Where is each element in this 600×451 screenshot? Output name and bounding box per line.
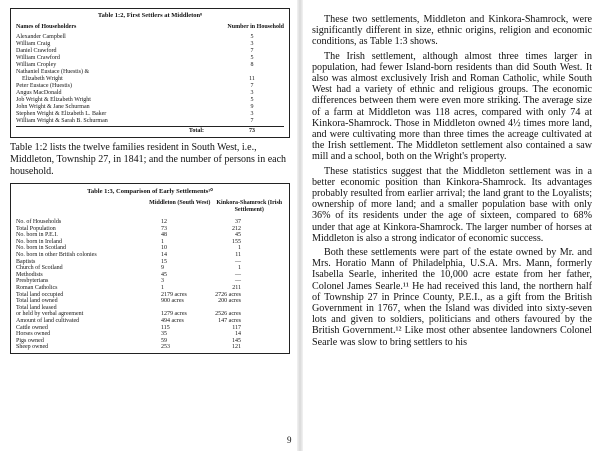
- table-row: [16, 48, 284, 55]
- household-number: 9: [250, 104, 254, 110]
- table-row: [16, 34, 284, 41]
- page-number: 9: [287, 435, 292, 445]
- paragraph-2: The Irish settlement, although almost three times larger in population, had fewer Island-born residents than did South West. It also was almost exclusively Irish and Roman Catholic, while South West had a variety of ethnic and religious groups. The economic differences between them were even more striking. The average size of a farm at Middleton was 118 acres, compared with only 74 at Kinkora-Shamrock. Those in Middleton owned 4½ times more land, and were cultivating more than three times the acreage cultivated at the Irish settlement. The Middleton settlement also contained a saw mill and a school, both on the Wright's property.: [312, 50, 592, 163]
- middleton-value: 494 acres: [161, 317, 184, 324]
- table-1-2-rows: [16, 34, 284, 125]
- table-row: [16, 305, 284, 312]
- middleton-value: 2179 acres: [161, 291, 187, 298]
- household-number: 5: [250, 34, 254, 40]
- middleton-value: 3: [161, 278, 164, 285]
- kinkora-value: 211: [232, 284, 241, 291]
- table-row: [16, 111, 284, 118]
- kinkora-value: —: [235, 258, 241, 265]
- middleton-value: [161, 305, 201, 312]
- kinkora-value: 2726 acres: [215, 291, 241, 298]
- comparison-label: Total land occupied: [16, 291, 64, 298]
- total-value: 73: [249, 128, 255, 134]
- household-number: 3: [250, 90, 254, 96]
- comparison-label: Baptists: [16, 258, 36, 265]
- householder-name: Peter Eustace (Huestis): [16, 83, 72, 89]
- middleton-value: 15: [161, 258, 167, 265]
- table-row: [16, 325, 284, 332]
- table-row: [16, 97, 284, 104]
- middleton-value: 1279 acres: [161, 311, 187, 318]
- table-row: [16, 76, 284, 83]
- kinkora-value: 212: [232, 225, 241, 232]
- paragraph-4: Both these settlements were part of the estate owned by Mr. and Mrs. Horatio Mann of Philadelphia, U.S.A. Mrs. Mann, formerly Isabella Searle, inherited the 10,000 acre estate from her father, Colonel James Searle.¹¹ He had received this land, the northern half of Township 27 in Prince County, P.E.I., as a gift from the British Government in 1767, when the Island was divided into sixty-seven lots and given to soldiers, politicians and others favoured by the British Government.¹² Like most other absentee landowners Colonel Searle was slow to bring settlers to his: [312, 247, 592, 348]
- table-row: [16, 311, 284, 318]
- table-1-2-total: [16, 126, 284, 135]
- middleton-value: 900 acres: [161, 298, 184, 305]
- householder-name: Nathaniel Eustace (Huestis) &: [16, 69, 90, 75]
- right-page: [312, 14, 592, 351]
- householder-name: William Cropley: [16, 62, 57, 68]
- householder-name: Daniel Crawford: [16, 48, 57, 54]
- comparison-label: Roman Catholics: [16, 284, 58, 291]
- table-row: [16, 245, 284, 252]
- comparison-label: No. of Households: [16, 219, 62, 225]
- table-row: [16, 219, 284, 226]
- kinkora-value: [201, 305, 261, 312]
- kinkora-value: 121: [232, 344, 241, 351]
- householder-name: Job Wright & Elizabeth Wright: [16, 97, 91, 103]
- col-middleton: Middleton (South West): [149, 200, 211, 206]
- kinkora-value: 1: [238, 245, 241, 252]
- book-gutter: [297, 0, 303, 451]
- householder-name: Elizabeth Wright: [16, 76, 63, 82]
- middleton-value: 1: [161, 238, 164, 245]
- table-1-3-header: [16, 200, 284, 213]
- table-row: [16, 278, 284, 285]
- table-1-3-title: Table 1:3, Comparison of Early Settlements¹⁰: [87, 188, 213, 195]
- comparison-label: Total land leased: [16, 304, 57, 311]
- householder-name: William Wright & Sarah B. Schurman: [16, 118, 108, 124]
- table-row: [16, 265, 284, 272]
- comparison-label: or held by verbal agreement: [16, 311, 84, 318]
- household-number: 3: [250, 111, 254, 117]
- table-1-2-title: Table 1:2, First Settlers at Middleton⁸: [97, 12, 203, 19]
- table-row: [16, 90, 284, 97]
- middleton-value: 115: [161, 324, 170, 331]
- col-householders: Names of Householders: [16, 24, 77, 30]
- middleton-value: 9: [161, 265, 164, 272]
- table-row: [16, 252, 284, 259]
- paragraph-3: These statistics suggest that the Middleton settlement was in a better economic position than Kinkora-Shamrock. Its advantages probably resulted from earlier arrival; the land grant to the Loyalists; ownership of more land; and a smaller population base with only 36% of its residents under the age of sixteen, compared to 68% under that age at Kinkora-Shamrock. The larger number of horses at Middleton is also a strong indicator of economic success.: [312, 165, 592, 244]
- comparison-label: Horses owned: [16, 331, 51, 338]
- table-row: [16, 62, 284, 69]
- table-row: [16, 83, 284, 90]
- table-row: [16, 331, 284, 338]
- comparison-label: No. born in Scotland: [16, 245, 66, 252]
- table-1-2: [10, 8, 290, 138]
- table-row: [16, 338, 284, 345]
- householder-name: Angus MacDonald: [16, 90, 62, 96]
- kinkora-value: 2526 acres: [215, 311, 241, 318]
- kinkora-value: 11: [235, 251, 241, 258]
- householder-name: Stephen Wright & Elizabeth L. Baker: [16, 111, 107, 117]
- middleton-value: 48: [161, 232, 167, 239]
- middleton-value: 14: [161, 251, 167, 258]
- kinkora-value: 145: [232, 337, 241, 344]
- kinkora-value: —: [235, 278, 241, 285]
- comparison-label: No. born in P.E.I.: [16, 232, 58, 239]
- household-number: 7: [250, 48, 254, 54]
- table-row: [16, 298, 284, 305]
- table-row: [16, 344, 284, 351]
- comparison-label: No. born in other British colonies: [16, 251, 97, 258]
- comparison-label: Total Population: [16, 225, 56, 232]
- table-row: [16, 118, 284, 125]
- total-label: Total:: [188, 128, 204, 134]
- paragraph-1: These two settlements, Middleton and Kinkora-Shamrock, were significantly different in size, ethnic origins, religion and economic conditions, as Table 1:3 shows.: [312, 14, 592, 48]
- household-number: 7: [250, 83, 254, 89]
- comparison-label: Pigs owned: [16, 337, 44, 344]
- col-household-number: Number in Household: [227, 24, 284, 30]
- kinkora-value: 117: [232, 324, 241, 331]
- middleton-value: 253: [161, 344, 170, 351]
- table-row: [16, 226, 284, 233]
- table-row: [16, 41, 284, 48]
- comparison-label: Sheep owned: [16, 344, 49, 351]
- table-1-3: [10, 183, 290, 354]
- householder-name: John Wright & Jane Schurman: [16, 104, 90, 110]
- table-row: [16, 292, 284, 299]
- household-number: 3: [250, 41, 254, 47]
- middleton-value: 73: [161, 225, 167, 232]
- kinkora-value: 147 acres: [218, 317, 241, 324]
- left-page: [10, 8, 290, 354]
- household-number: 7: [250, 118, 254, 124]
- comparison-label: Church of Scotland: [16, 265, 63, 272]
- table-1-2-caption: Table 1:2 lists the twelve families resident in South West, i.e., Middleton, Township 27, in 1841; and the number of persons in each household.: [10, 142, 287, 177]
- table-row: [16, 285, 284, 292]
- middleton-value: 45: [161, 271, 167, 278]
- table-1-2-header: [16, 24, 284, 30]
- kinkora-value: 1: [238, 265, 241, 272]
- comparison-label: Cattle owned: [16, 324, 48, 331]
- householder-name: Alexander Campbell: [16, 34, 66, 40]
- middleton-value: 10: [161, 245, 167, 252]
- householder-name: William Crawford: [16, 55, 60, 61]
- table-row: [16, 232, 284, 239]
- table-row: [16, 55, 284, 62]
- comparison-label: Methodists: [16, 271, 43, 278]
- comparison-label: Amount of land cultivated: [16, 317, 80, 324]
- middleton-value: 1: [161, 284, 164, 291]
- table-row: [16, 104, 284, 111]
- household-number: 11: [249, 76, 255, 82]
- table-row: [16, 69, 284, 76]
- kinkora-value: —: [235, 271, 241, 278]
- comparison-label: Presbyterians: [16, 278, 49, 285]
- middleton-value: 59: [161, 337, 167, 344]
- household-number: 8: [250, 62, 254, 68]
- table-row: [16, 318, 284, 325]
- kinkora-value: 200 acres: [218, 298, 241, 305]
- kinkora-value: 37: [235, 219, 241, 225]
- kinkora-value: 45: [235, 232, 241, 239]
- household-number: 5: [250, 97, 254, 103]
- table-row: [16, 272, 284, 279]
- householder-name: William Craig: [16, 41, 51, 47]
- table-row: [16, 239, 284, 246]
- middleton-value: 12: [161, 219, 167, 225]
- col-kinkora: Kinkora-Shamrock (Irish Settlement): [216, 200, 283, 213]
- comparison-label: No. born in Ireland: [16, 238, 62, 245]
- household-number: [232, 69, 272, 76]
- household-number: 5: [250, 55, 254, 61]
- comparison-label: Total land owned: [16, 298, 58, 305]
- kinkora-value: 14: [235, 331, 241, 338]
- middleton-value: 35: [161, 331, 167, 338]
- kinkora-value: 155: [232, 238, 241, 245]
- table-1-3-rows: [16, 219, 284, 351]
